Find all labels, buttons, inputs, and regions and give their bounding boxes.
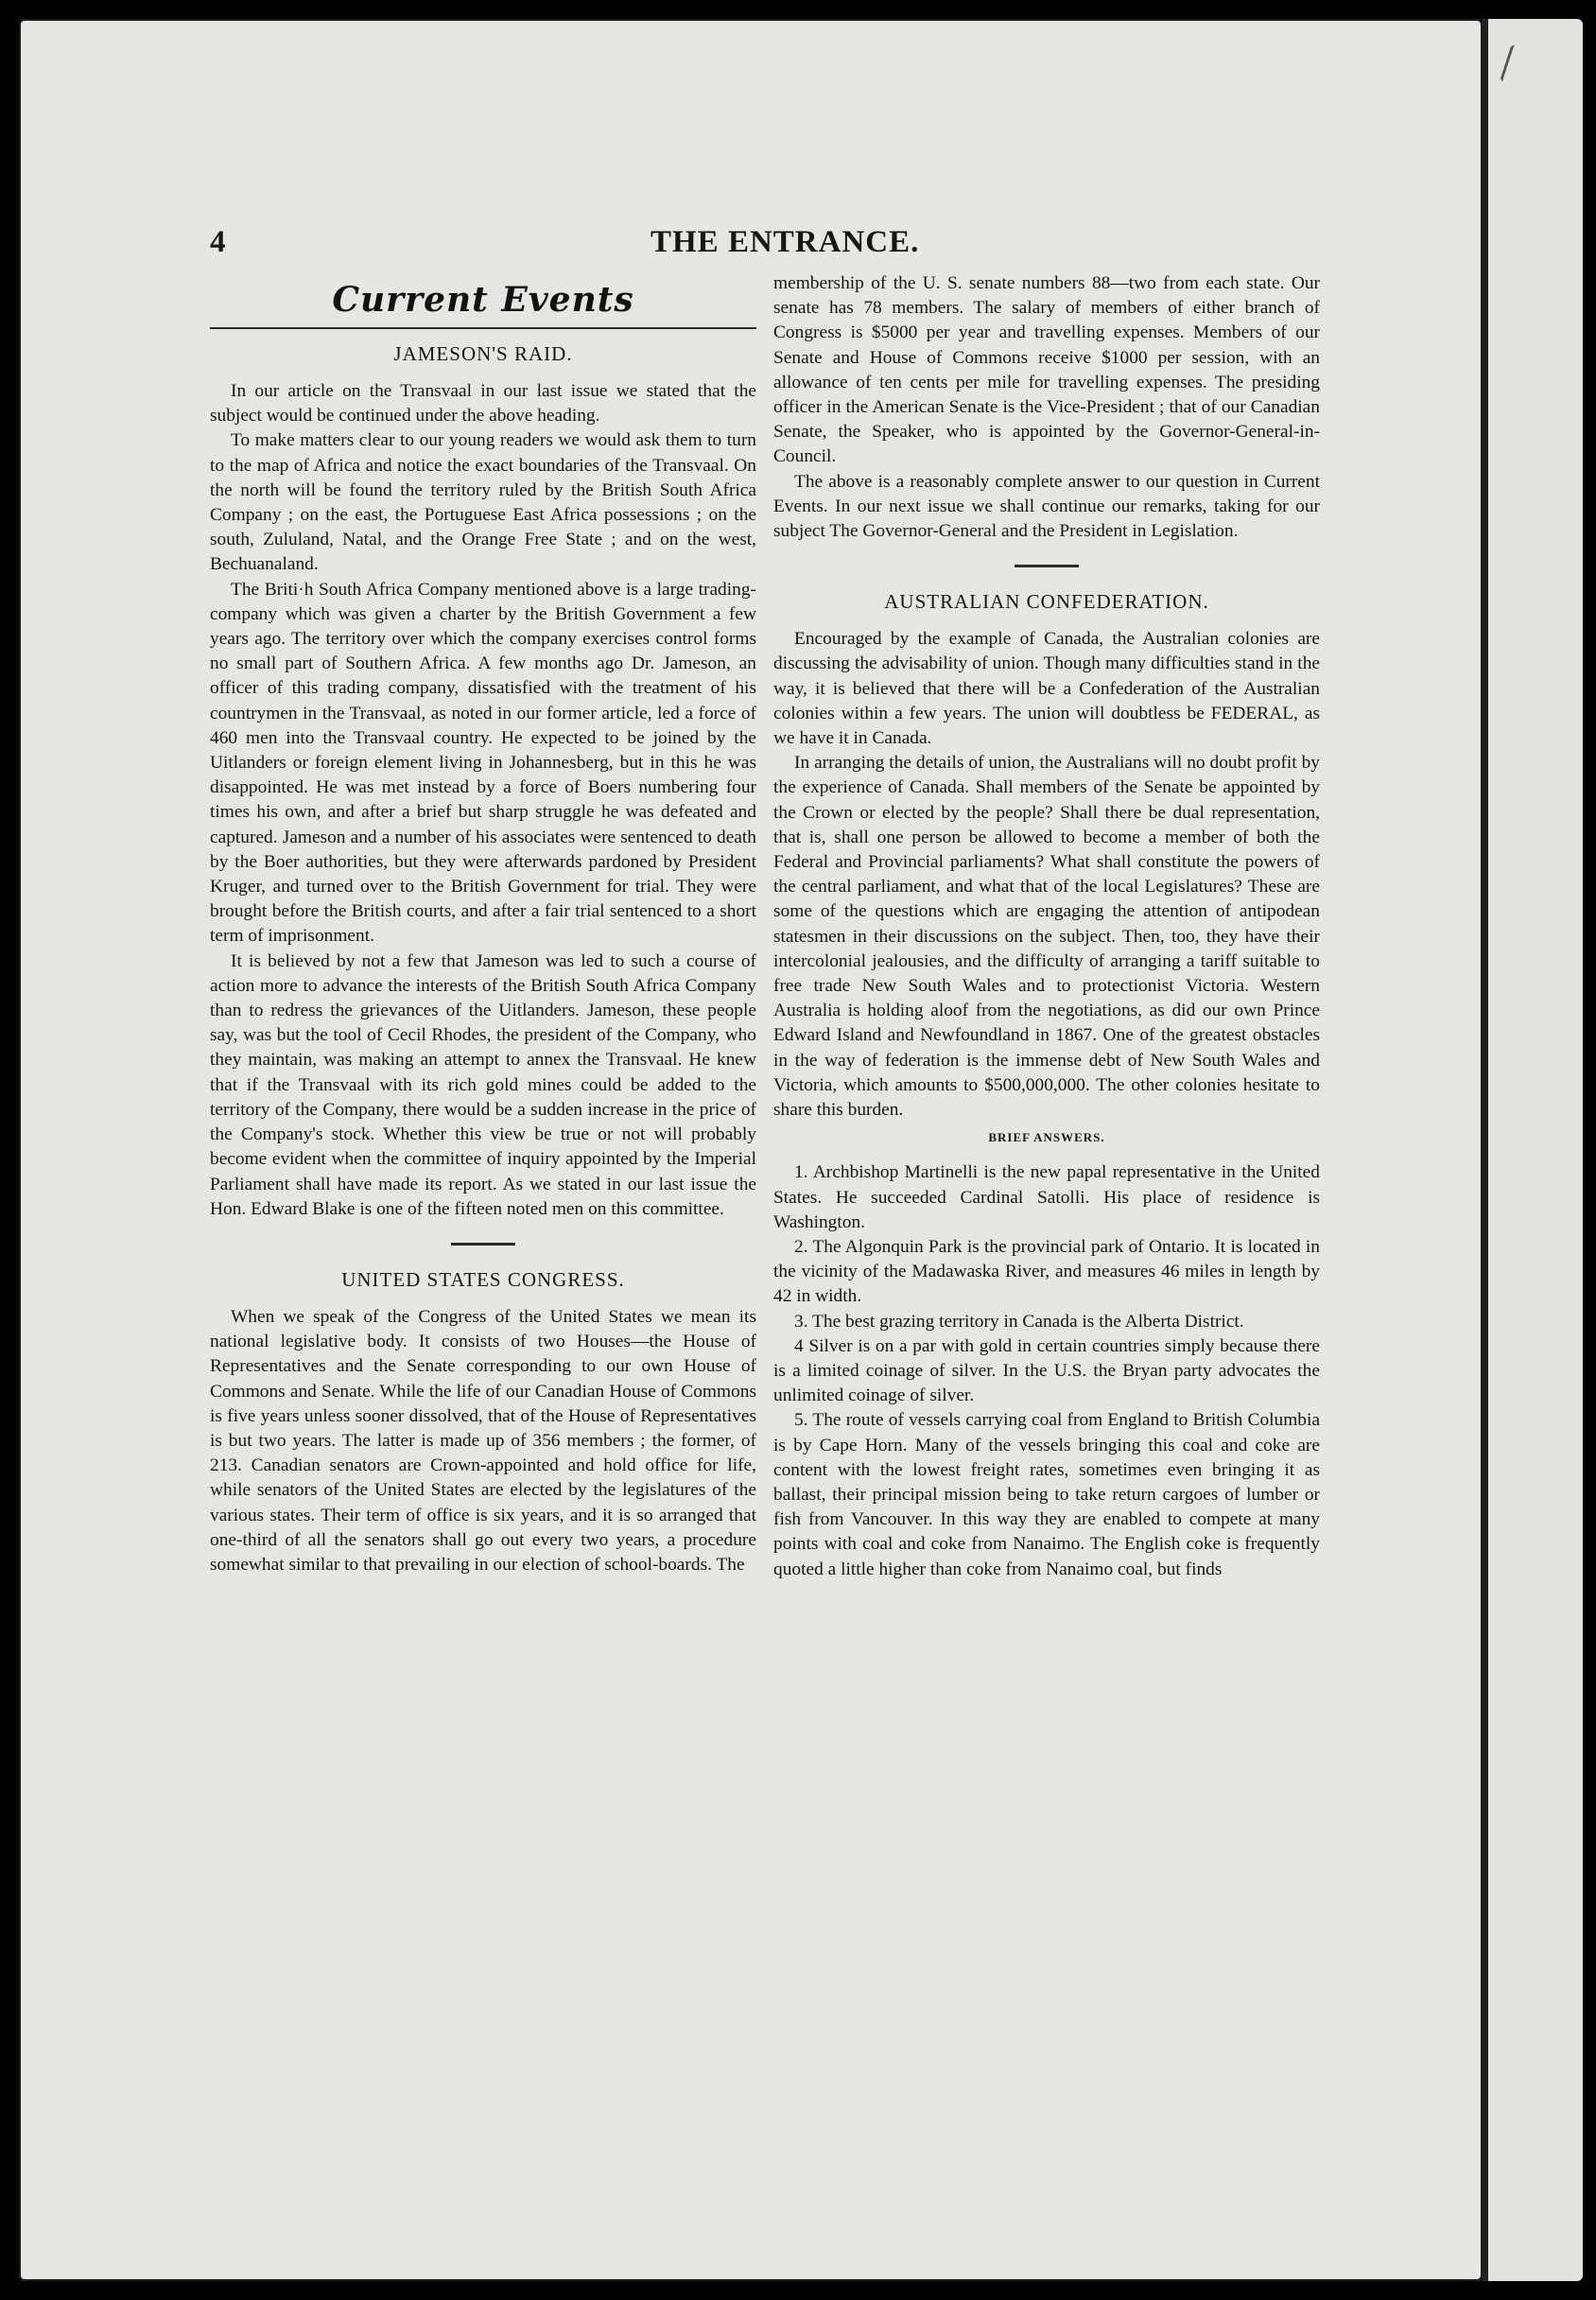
section-title: Current Events — [332, 280, 634, 320]
paragraph: In our article on the Transvaal in our last issue we stated that the subject would be continued under the above heading. — [210, 381, 756, 427]
paragraph: The Briti·h South Africa Company mentioned above is a large trading-company which was given a charter by the British Government a few years ago. The territory over which the company exercises control forms no small part of Southern Africa. A few months ago Dr. Jameson, an officer of this trading company, dissatisfied with the treatment of his countrymen in the Transvaal, as noted in our former article, led a force of 460 men into the Transvaal country. He expected to be joined by the Uitlanders or foreign element living in Johannesberg, but in this he was disappointed. He was met instead by a force of Boers numbering four times his own, and after a brief but sharp struggle he was defeated and captured. Jameson and a number of his associates were sentenced to death by the Boer authorities, but they were afterwards pardoned by President Kruger, and turned over to the British Government for trial. They were brought before the British courts, and after a fair trial sentenced to a short term of imprisonment. — [210, 579, 756, 947]
answer-item: 2. The Algonquin Park is the provincial park of Ontario. It is located in the vicinity of the Madawaska River, and measures 46 miles in length by 42 in width. — [773, 1236, 1320, 1307]
paragraph: When we speak of the Congress of the United States we mean its national legislative body. It consists of two Houses—the House of Representatives and the Senate corresponding to our own House of Commons and Senate. While the life of our Canadian House of Commons is five years unless sooner dissolved, that of the House of Representatives is but two years. The latter is made up of 356 members ; the former, of 213. Canadian senators are Crown-appointed and hold office for life, while senators of the United States are elected by the legislatures of the various states. Their term of office is six years, and it is so arranged that one-third of all the senators shall go out every two years, a procedure somewhat similar to that prevailing in our election of school-boards. The — [210, 1306, 756, 1575]
paragraph: In arranging the details of union, the Australians will no doubt profit by the experience of Canada. Shall members of the Senate be appointed by the Crown or elected by the people? Shall there be dual representation, that is, shall one person be allowed to become a member of both the Federal and Provincial parliaments? What shall constitute the powers of the central parliament, and what that of the local Legislatures? These are some of the questions which are engaging the attention of antipodean statesmen in their discussions on the subject. Then, too, they have their intercolonial jealousies, and the difficulty of arranging a tariff suitable to free trade New South Wales and to protectionist Victoria. Western Australia is holding aloof from the negotiations, as did our own Prince Edward Island and Newfoundland in 1867. One of the greatest obstacles in the way of federation is the immense debt of New South Wales and Victoria, which amounts to $500,000,000. The other colonies hesitate to share this burden. — [773, 753, 1320, 1121]
paragraph: It is believed by not a few that Jameson was led to such a course of action more to advance the interests of the British South Africa Company than to redress the grievances of the Uitlanders. Jameson, these people say, was but the tool of Cecil Rhodes, the president of the Company, who they maintain, was making an attempt to annex the Transvaal. He knew that if the Transvaal with its rich gold mines could be added to the territory of the Company, there would be a sudden increase in the price of the Company's stock. Whether this view be true or not will probably become evident when the committee of inquiry appointed by the Imperial Parliament shall have made its report. As we stated in our last issue the Hon. Edward Blake is one of the fifteen noted men on this committee. — [210, 950, 756, 1219]
article-divider — [451, 1243, 515, 1246]
answer-item: 4 Silver is on a par with gold in certain countries simply because there is a limited coinage of silver. In the U.S. the Bryan party advocates the unlimited coinage of silver. — [773, 1335, 1320, 1406]
section-title-rule — [210, 327, 756, 329]
paragraph: The above is a reasonably complete answer to our question in Current Events. In our next issue we shall continue our remarks, taking for our subject The Governor-General and the President in Legislation. — [773, 471, 1320, 542]
article-headline-congress: UNITED STATES CONGRESS. — [341, 1267, 625, 1291]
article-headline-australian: AUSTRALIAN CONFEDERATION. — [884, 590, 1209, 614]
answer-item: 3. The best grazing territory in Canada is the Alberta District. — [794, 1311, 1244, 1332]
answer-item: 1. Archbishop Martinelli is the new papal representative in the United States. He succeeded Cardinal Satolli. His place of residence is Washington. — [773, 1162, 1320, 1232]
adjacent-page-edge — [1483, 19, 1583, 2281]
page-mark — [1500, 44, 1523, 84]
page-number: 4 — [210, 225, 226, 259]
article-divider — [1015, 565, 1079, 567]
brief-answers-heading: BRIEF ANSWERS. — [988, 1130, 1105, 1145]
paragraph: To make matters clear to our young readers we would ask them to turn to the map of Africa and notice the exact boundaries of the Transvaal. On the north will be found the territory ruled by the British South Africa Company ; on the east, the Portuguese East Africa possessions ; on the south, Zululand, Natal, and the Orange Free State ; and on the west, Bechuanaland. — [210, 430, 756, 575]
right-column — [773, 271, 1320, 1582]
article-headline-jameson: JAMESON'S RAID. — [393, 342, 573, 365]
paragraph-continued: membership of the U. S. senate numbers 88—two from each state. Our senate has 78 members. The salary of members of either branch of Congress is $5000 per year and travelling expenses. Members of our Senate and House of Commons receive $1000 per session, with an allowance of ten cents per mile for travelling expenses. The presiding officer in the American Senate is the Vice-President ; that of our Canadian Senate, the Speaker, who is appointed by the Governor-General-in-Council. — [773, 273, 1320, 467]
running-title: THE ENTRANCE. — [651, 225, 920, 259]
left-column — [210, 274, 756, 1577]
answer-item: 5. The route of vessels carrying coal from England to British Columbia is by Cape Horn. Many of the vessels bringing this coal and coke are content with the lowest freight rates, sometimes even bringing it as ballast, their principal mission being to take return cargoes of lumber or fish from Vancouver. In this way they are enabled to compete at many points with coal and coke from Nanaimo. The English coke is frequently quoted a little higher than coke from Nanaimo coal, but finds — [773, 1410, 1320, 1579]
paragraph: Encouraged by the example of Canada, the Australian colonies are discussing the advisability of union. Though many difficulties stand in the way, it is believed that there will be a Confederation of the Australian colonies within a few years. The union will doubtless be FEDERAL, as we have it in Canada. — [773, 629, 1320, 749]
